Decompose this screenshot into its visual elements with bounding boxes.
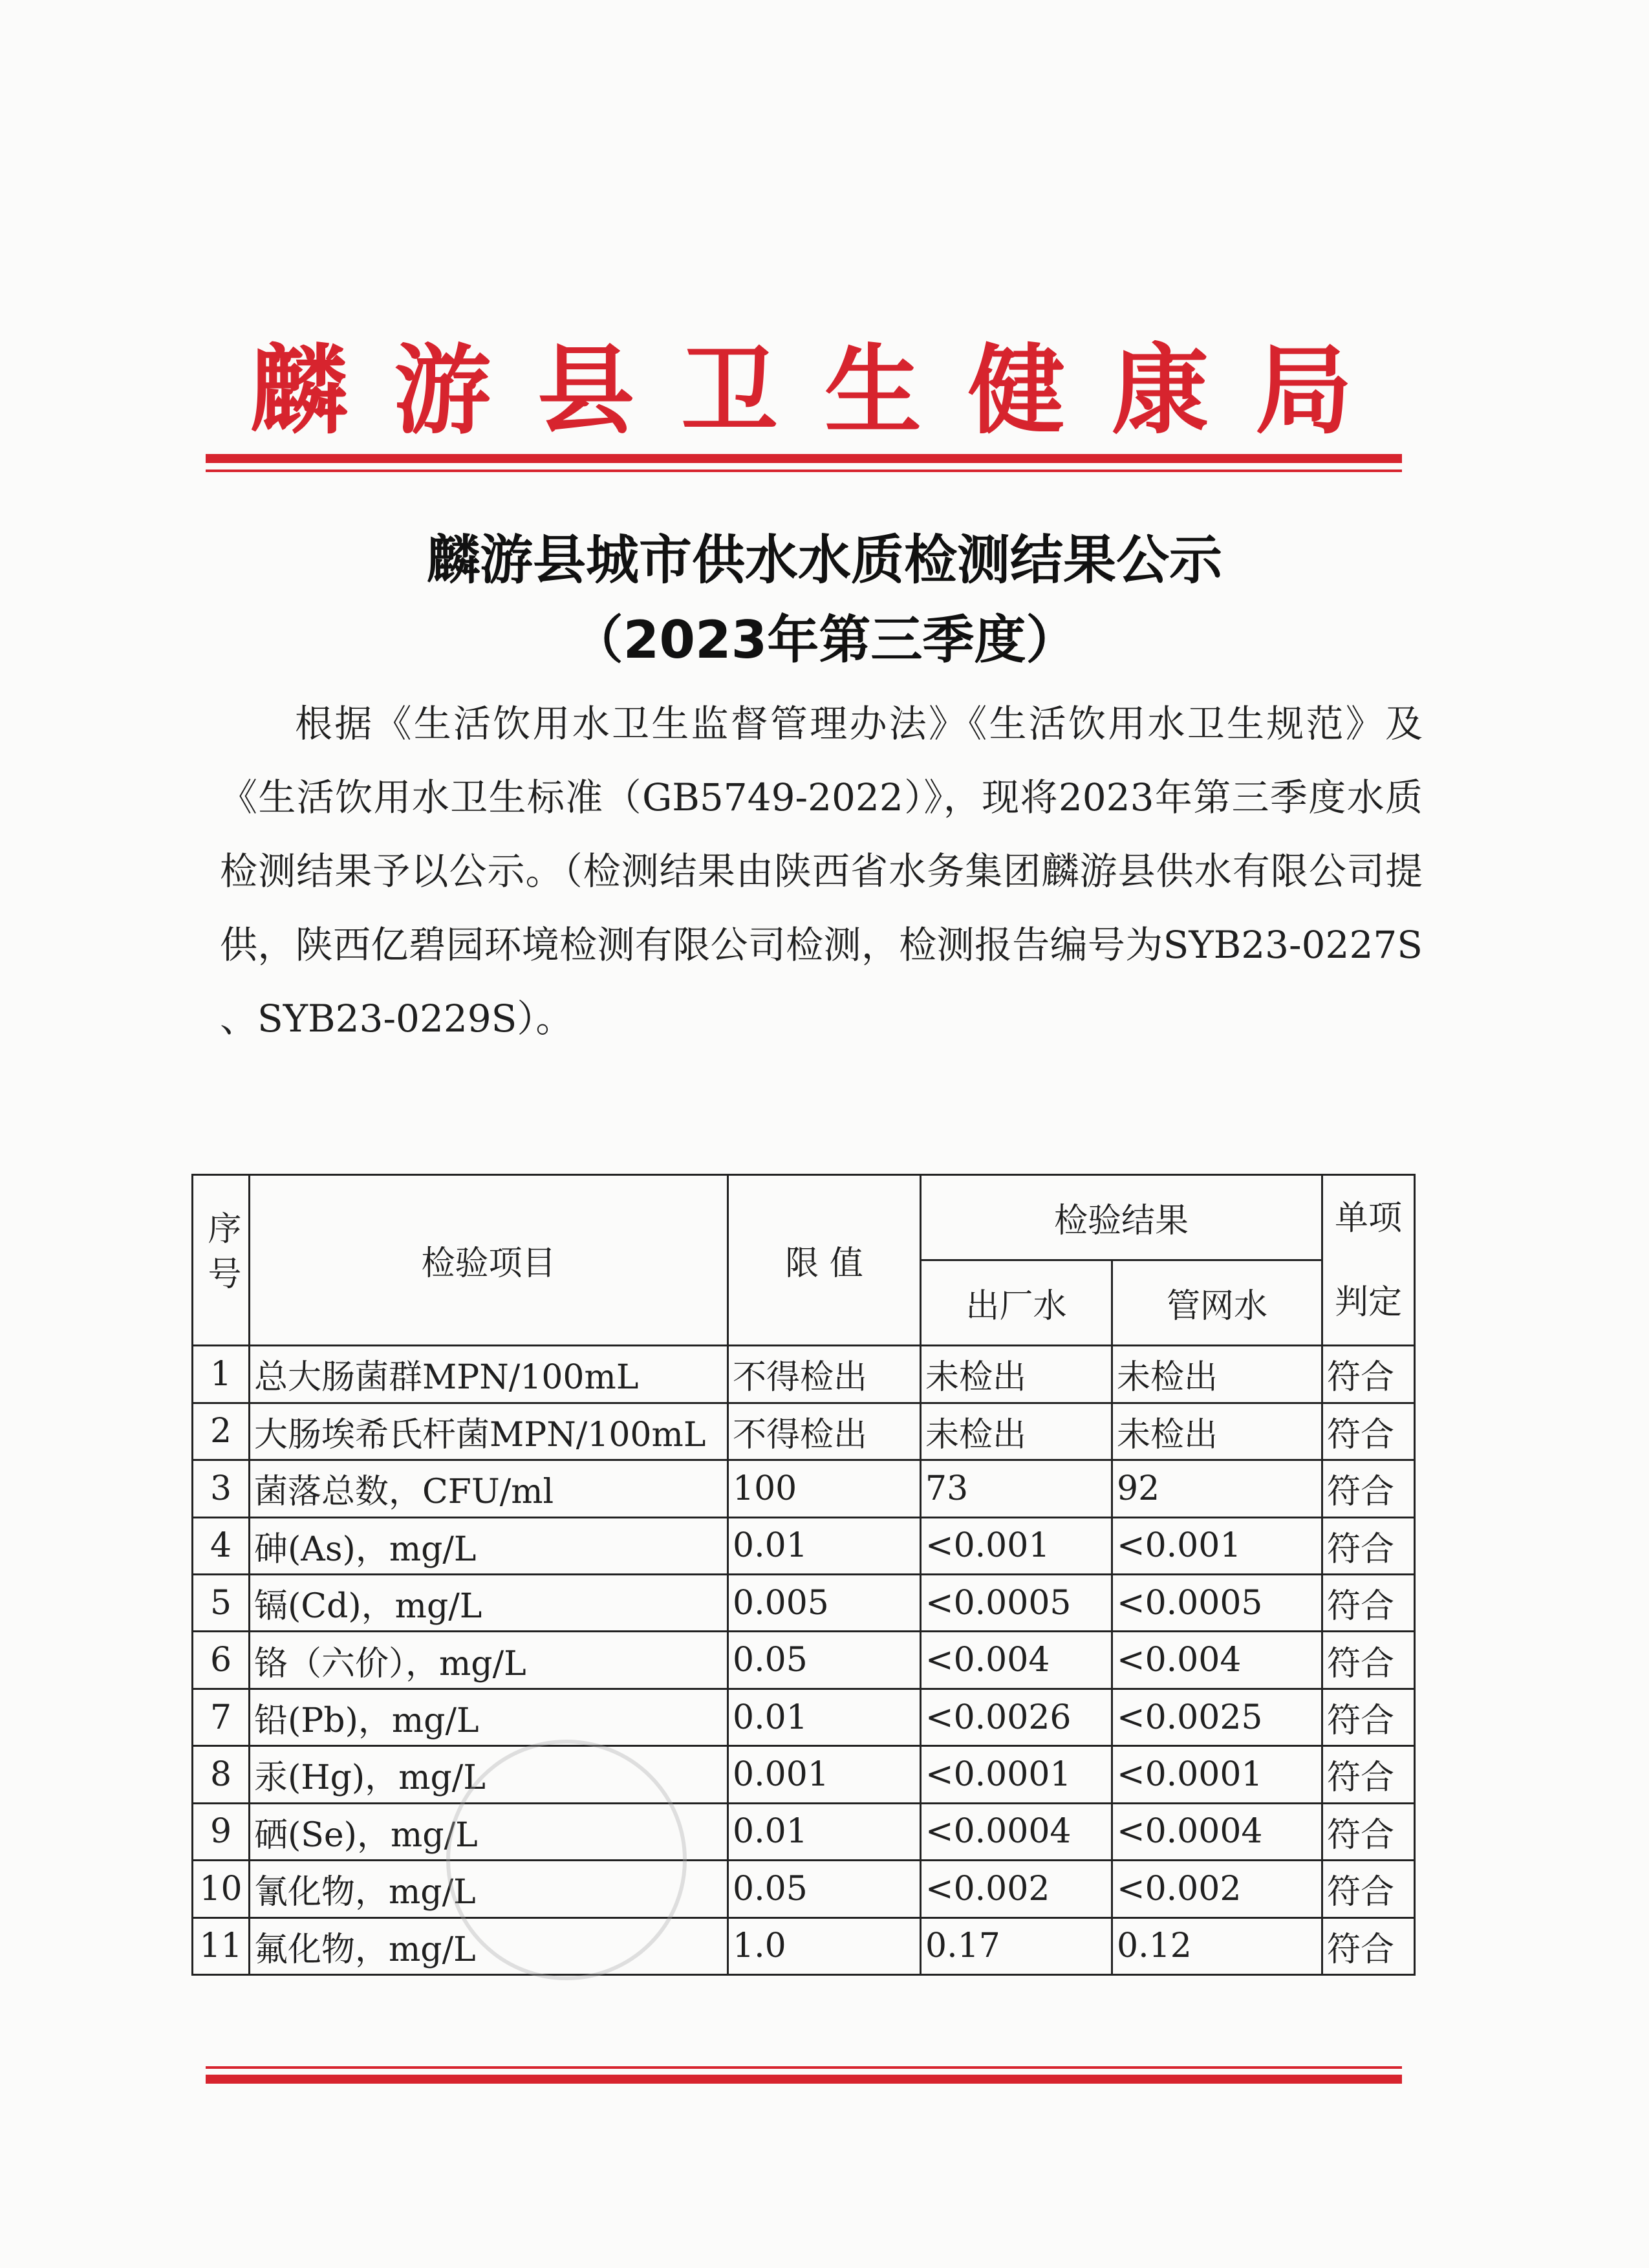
row-factory-water: <0.0001	[921, 1746, 1112, 1803]
row-factory-water: 0.17	[921, 1917, 1112, 1975]
row-limit: 0.05	[728, 1632, 921, 1689]
header-seq: 序号	[193, 1175, 250, 1346]
table-row	[193, 1689, 1415, 1745]
row-no: 2	[193, 1403, 250, 1460]
table-row	[193, 1346, 1415, 1403]
header-item: 检验项目	[250, 1175, 728, 1346]
row-judgment: 符合	[1322, 1861, 1415, 1917]
row-judgment: 符合	[1322, 1574, 1415, 1631]
row-network-water: 未检出	[1112, 1346, 1322, 1403]
letterhead-rule-thin	[206, 470, 1402, 472]
row-network-water: <0.0004	[1112, 1803, 1322, 1860]
row-judgment: 符合	[1322, 1917, 1415, 1975]
row-network-water: 未检出	[1112, 1403, 1322, 1460]
row-item: 氟化物，mg/L	[250, 1917, 728, 1975]
row-network-water: <0.0005	[1112, 1574, 1322, 1631]
official-seal-faint	[446, 1740, 687, 1980]
row-network-water: 0.12	[1112, 1917, 1322, 1975]
row-no: 3	[193, 1460, 250, 1517]
table-row	[193, 1460, 1415, 1517]
row-no: 11	[193, 1917, 250, 1975]
row-item: 铬（六价），mg/L	[250, 1632, 728, 1689]
row-no: 8	[193, 1746, 250, 1803]
row-no: 9	[193, 1803, 250, 1860]
row-network-water: <0.001	[1112, 1517, 1322, 1574]
row-limit: 1.0	[728, 1917, 921, 1975]
footer-rule-thin	[206, 2066, 1402, 2069]
header-results: 检验结果	[921, 1175, 1322, 1260]
row-item: 总大肠菌群MPN/100mL	[250, 1346, 728, 1403]
header-limit: 限 值	[728, 1175, 921, 1346]
row-limit: 0.01	[728, 1803, 921, 1860]
row-factory-water: <0.001	[921, 1517, 1112, 1574]
header-judgment: 单项判定	[1322, 1175, 1415, 1346]
row-judgment: 符合	[1322, 1460, 1415, 1517]
table-row	[193, 1632, 1415, 1689]
header-factory-water: 出厂水	[921, 1260, 1112, 1346]
row-item: 镉(Cd)，mg/L	[250, 1574, 728, 1631]
row-judgment: 符合	[1322, 1403, 1415, 1460]
row-no: 5	[193, 1574, 250, 1631]
row-no: 10	[193, 1861, 250, 1917]
row-limit: 不得检出	[728, 1403, 921, 1460]
row-judgment: 符合	[1322, 1803, 1415, 1860]
row-factory-water: <0.0026	[921, 1689, 1112, 1745]
row-judgment: 符合	[1322, 1632, 1415, 1689]
row-limit: 100	[728, 1460, 921, 1517]
row-network-water: <0.0001	[1112, 1746, 1322, 1803]
letterhead-rule-thick	[206, 454, 1402, 463]
row-limit: 0.005	[728, 1574, 921, 1631]
row-factory-water: 未检出	[921, 1346, 1112, 1403]
row-no: 7	[193, 1689, 250, 1745]
row-factory-water: 73	[921, 1460, 1112, 1517]
table-row	[193, 1803, 1415, 1860]
row-limit: 0.05	[728, 1861, 921, 1917]
row-network-water: <0.004	[1112, 1632, 1322, 1689]
row-no: 6	[193, 1632, 250, 1689]
table-row	[193, 1517, 1415, 1574]
row-item: 砷(As)，mg/L	[250, 1517, 728, 1574]
row-no: 4	[193, 1517, 250, 1574]
letterhead-org-name: 麟游县卫生健康局	[250, 335, 1399, 448]
table-row	[193, 1917, 1415, 1975]
row-factory-water: <0.002	[921, 1861, 1112, 1917]
row-item: 菌落总数，CFU/ml	[250, 1460, 728, 1517]
row-item: 汞(Hg)，mg/L	[250, 1746, 728, 1803]
row-judgment: 符合	[1322, 1746, 1415, 1803]
row-limit: 0.001	[728, 1746, 921, 1803]
table-row	[193, 1746, 1415, 1803]
row-network-water: <0.0025	[1112, 1689, 1322, 1745]
header-network-water: 管网水	[1112, 1260, 1322, 1346]
row-factory-water: 未检出	[921, 1403, 1112, 1460]
row-no: 1	[193, 1346, 250, 1403]
row-network-water: 92	[1112, 1460, 1322, 1517]
row-item: 铅(Pb)，mg/L	[250, 1689, 728, 1745]
footer-rule-thick	[206, 2075, 1402, 2084]
row-factory-water: <0.0005	[921, 1574, 1112, 1631]
row-limit: 0.01	[728, 1517, 921, 1574]
row-item: 大肠埃希氏杆菌MPN/100mL	[250, 1403, 728, 1460]
row-limit: 0.01	[728, 1689, 921, 1745]
row-item: 硒(Se)，mg/L	[250, 1803, 728, 1860]
table-row	[193, 1861, 1415, 1917]
row-judgment: 符合	[1322, 1517, 1415, 1574]
row-limit: 不得检出	[728, 1346, 921, 1403]
row-judgment: 符合	[1322, 1346, 1415, 1403]
row-network-water: <0.002	[1112, 1861, 1322, 1917]
document-title: 麟游县城市供水水质检测结果公示	[426, 530, 1222, 591]
row-factory-water: <0.004	[921, 1632, 1112, 1689]
document-subtitle: （2023年第三季度）	[571, 610, 1078, 670]
row-judgment: 符合	[1322, 1689, 1415, 1745]
water-quality-results-table	[191, 1174, 1416, 1976]
row-item: 氰化物，mg/L	[250, 1861, 728, 1917]
row-factory-water: <0.0004	[921, 1803, 1112, 1860]
document-body-paragraph: 根据《生活饮用水卫生监督管理办法》《生活饮用水卫生规范》及《生活饮用水卫生标准（GB5749-2022）》，现将2023年第三季度水质检测结果予以公示。（检测结果由陕西省水务集团麟游县供水有限公司提供，陕西亿碧园环境检测有限公司检测，检测报告编号为SYB23-0227S 、SYB23-0229S）。	[220, 702, 1423, 1041]
table-row	[193, 1574, 1415, 1631]
table-row	[193, 1403, 1415, 1460]
